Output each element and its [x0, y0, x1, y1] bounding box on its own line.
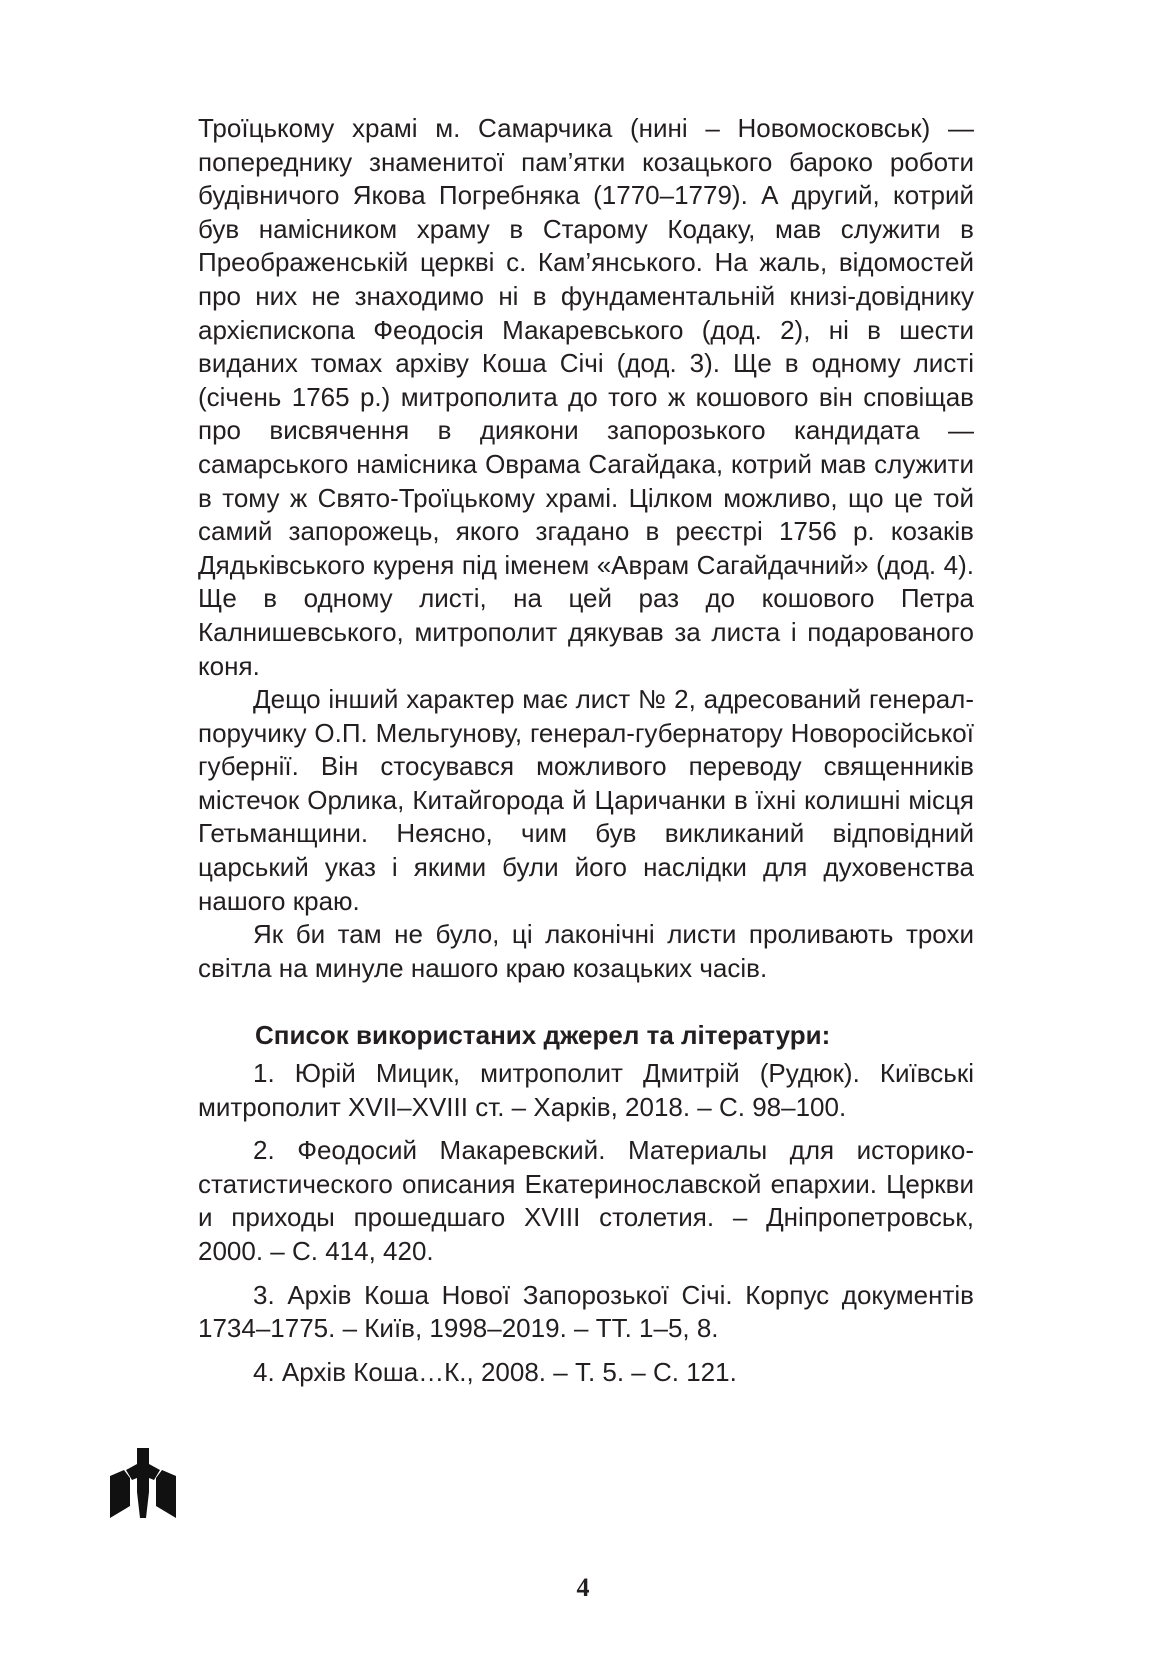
body-paragraph-3: Як би там не було, ці лаконічні листи проливають трохи світла на минуле нашого краю козацьких часів. [198, 919, 974, 983]
body-paragraph-2: Дещо інший характер має лист № 2, адресований генерал-поручику О.П. Мельгунову, генерал-губернатору Новоросійської губернії. Він стосувався можливого переводу священників містечок Орлика, Китайгорода й Царичанки в їхні колишні місця Гетьманщини. Неясно, чим був викликаний відповідний царський указ і якими були його наслідки для духовенства нашого краю. [198, 684, 974, 916]
page-text [198, 112, 974, 1399]
body-paragraph-1: Троїцькому храмі м. Самарчика (нині – Новомосковськ) — попереднику знаменитої пам’ятки козацького бароко роботи будівничого Якова Погребняка (1770–1779). А другий, котрий був намісником храму в Старому Кодаку, мав служити в Преображенській церкві с. Кам’янського. На жаль, відомостей про них не знаходимо ні в фундаментальній книзі-довіднику архієпископа Феодосія Макаревського (дод. 2), ні в шести виданих томах архіву Коша Січі (дод. 3). Ще в одному листі (січень 1765 р.) митрополита до того ж кошового він сповіщав про висвячення в диякони запорозького кандидата — самарського намісника Оврама Сагайдака, котрий мав служити в тому ж Свято-Троїцькому храмі. Цілком можливо, що це той самий запорожець, якого згадано в реєстрі 1756 р. козаків Дядьківського куреня під іменем «Аврам Сагайдачний» (дод. 4). Ще в одному листі, на цей раз до кошового Петра Калнишевського, митрополит дякував за листа і подарованого коня. [198, 113, 974, 681]
reference-item-4: 4. Архів Коша…К., 2008. – Т. 5. – С. 121. [253, 1356, 737, 1387]
reference-item-2: 2. Феодосий Макаревский. Материалы для историко-статистического описания Екатеринославской епархии. Церкви и приходы прошедшаго XVIII столетия. – Дніпропетровськ, 2000. – С. 414, 420. [198, 1135, 974, 1266]
trident-publisher-logo-icon [110, 1448, 176, 1518]
page-number: 4 [576, 1573, 590, 1602]
references-heading: Список використаних джерел та літератури: [255, 1020, 831, 1051]
reference-item-1: 1. Юрій Мицик, митрополит Дмитрій (Рудюк). Київські митрополит XVII–XVIII ст. – Харків, 2018. – С. 98–100. [198, 1058, 974, 1122]
reference-item-3: 3. Архів Коша Нової Запорозької Січі. Корпус документів 1734–1775. – Київ, 1998–2019. – ТТ. 1–5, 8. [198, 1279, 974, 1344]
